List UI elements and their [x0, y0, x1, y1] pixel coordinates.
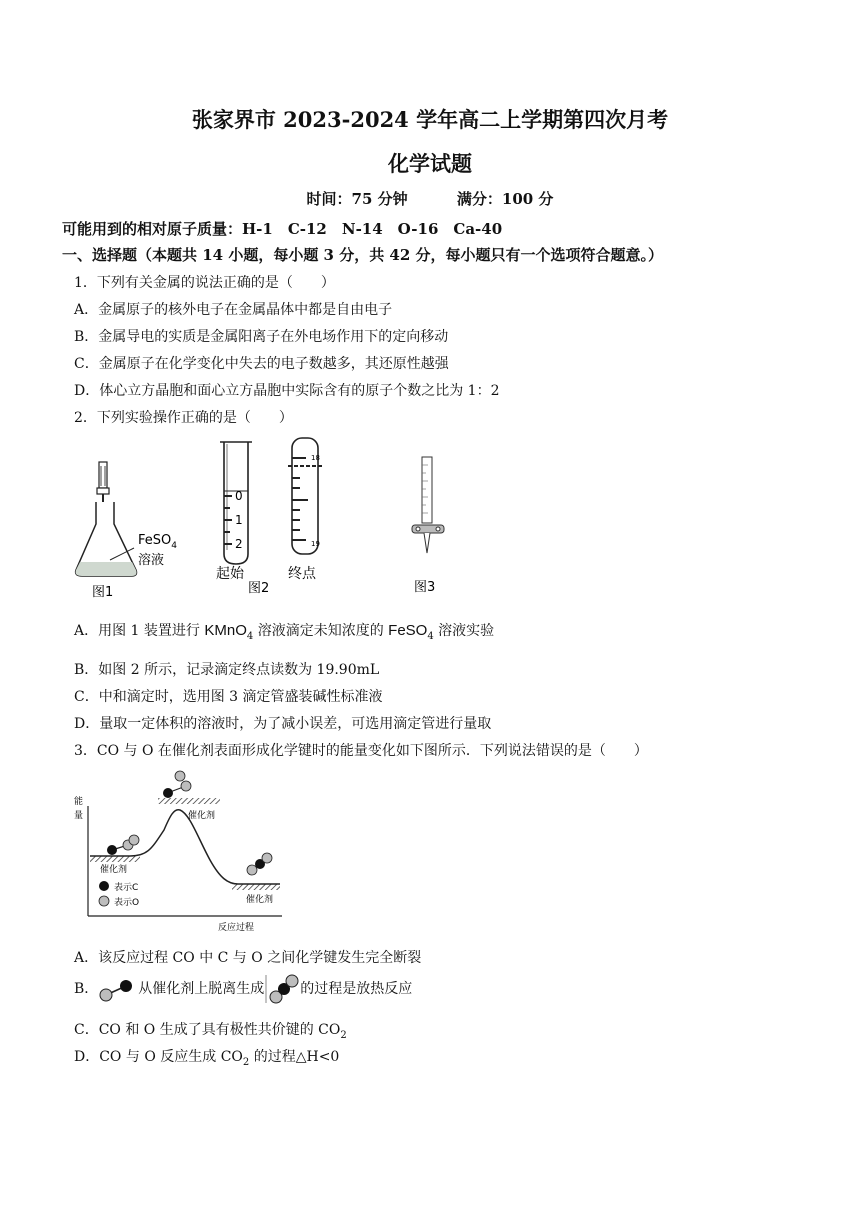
exam-score: 满分：100 分 [456, 190, 554, 208]
catalyst-right-label: 催化剂 [246, 895, 274, 905]
fig1-solution: 溶液 [138, 553, 165, 568]
o-atom-top [175, 771, 185, 781]
fig2-mark-top: 18 [311, 454, 320, 462]
o-atom-left-free [129, 835, 139, 845]
fig2-tick-0: 0 [235, 489, 243, 503]
o-atom-top-bound [181, 781, 191, 791]
co2-molecule-icon [264, 973, 300, 1005]
exam-meta [0, 188, 860, 209]
q2-stem: 2．下列实验操作正确的是（ ） [74, 410, 293, 426]
fig3-label: 图3 [414, 580, 436, 595]
co-molecule-icon [98, 976, 138, 1002]
q2-option-a: A．用图 1 装置进行 KMnO$_4$ 溶液滴定未知浓度的 FeSO$_4$ 溶液实验 [74, 622, 495, 642]
q3-option-c: C．CO 和 O 生成了具有极性共价键的 $CO_2$ [74, 1022, 347, 1041]
exam-subject: 化学试题 [388, 151, 472, 176]
catalyst-top-label: 催化剂 [188, 811, 216, 821]
q3-option-d: D．CO 与 O 反应生成 $CO_2$ 的过程△H<0 [74, 1049, 340, 1068]
q3-option-b: B． 从催化剂上脱离生成 的过程是放热反应 [74, 972, 412, 1006]
atomic-masses: 可能用到的相对原子质量：H-1 C-12 N-14 O-16 Ca-40 [62, 220, 503, 238]
catalyst-left-label: 催化剂 [100, 865, 128, 875]
fig2-tick-2: 2 [235, 537, 243, 551]
fig1-solute: FeSO$_4$ [138, 533, 177, 551]
energy-ylabel-2: 量 [74, 811, 84, 821]
legend-c-marker [99, 881, 109, 891]
q3-stem: 3．CO 与 O 在催化剂表面形成化学键时的能量变化如下图所示．下列说法错误的是（ ） [74, 743, 648, 759]
c-atom-top [163, 788, 173, 798]
burette-readings-figure [216, 438, 346, 596]
energy-diagram [70, 768, 290, 934]
q1-option-d: D．体心立方晶胞和面心立方晶胞中实际含有的原子个数之比为 1：2 [74, 383, 500, 399]
fig2-tick-1: 1 [235, 513, 243, 527]
section-heading: 一、选择题（本题共 14 小题，每小题 3 分，共 42 分，每小题只有一个选项符合题意。） [62, 246, 664, 264]
q1-option-b: B．金属导电的实质是金属阳离子在外电场作用下的定向移动 [74, 329, 449, 345]
q3-option-a: A．该反应过程 CO 中 C 与 O 之间化学键发生完全断裂 [74, 950, 422, 966]
exam-title: 张家界市 2023-2024 学年高二上学期第四次月考 [191, 107, 669, 132]
fig1-label: 图1 [92, 585, 114, 600]
o-atom-right-2 [262, 853, 272, 863]
burette-stopcock-figure [408, 455, 458, 600]
energy-xlabel: 反应过程 [218, 923, 255, 933]
q2-option-c: C．中和滴定时，选用图 3 滴定管盛装碱性标准液 [74, 689, 383, 705]
c-atom-left [107, 845, 117, 855]
titration-flask-figure [70, 462, 200, 602]
q1-stem: 1．下列有关金属的说法正确的是（ ） [74, 275, 335, 291]
q2-option-b: B．如图 2 所示，记录滴定终点读数为 19.90mL [74, 662, 380, 678]
q2-option-d: D．量取一定体积的溶液时，为了减小误差，可选用滴定管进行量取 [74, 716, 492, 732]
fig2-end-label: 终点 [288, 566, 316, 582]
fig2-mark-bottom: 19 [311, 540, 320, 548]
legend-o-label: 表示O [114, 898, 140, 908]
o-atom-right-1 [247, 865, 257, 875]
q1-option-a: A．金属原子的核外电子在金属晶体中都是自由电子 [74, 302, 393, 318]
exam-time: 时间：75 分钟 [306, 190, 408, 208]
legend-c-label: 表示C [114, 883, 139, 893]
fig2-label: 图2 [248, 581, 270, 596]
q1-option-c: C．金属原子在化学变化中失去的电子数越多，其还原性越强 [74, 356, 449, 372]
energy-ylabel-1: 能 [74, 797, 84, 807]
fig2-start-label: 起始 [216, 566, 244, 582]
legend-o-marker [99, 896, 109, 906]
